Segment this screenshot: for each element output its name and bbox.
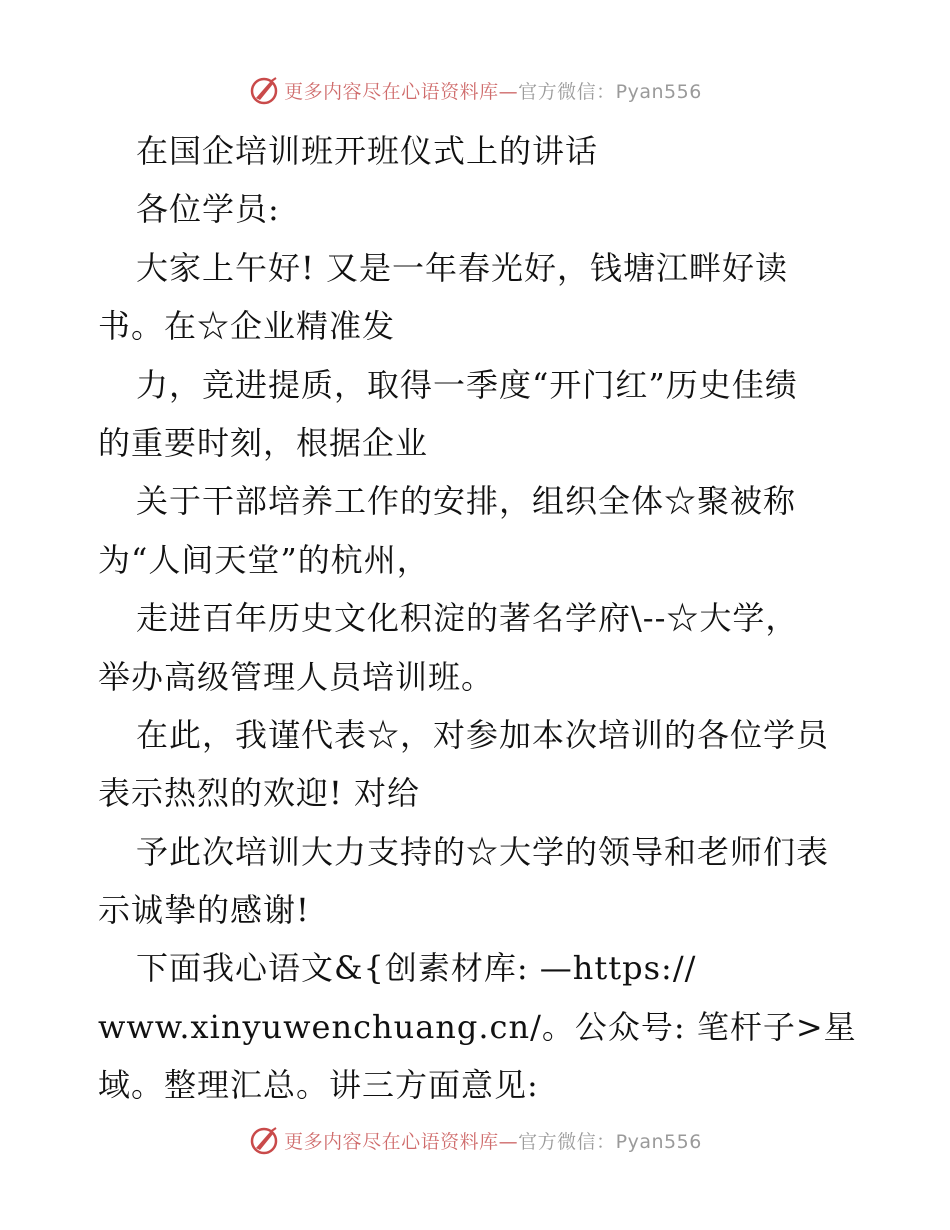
header-banner-text (284, 77, 702, 104)
paragraph-line: 域。整理汇总。讲三方面意见: (98, 1066, 539, 1105)
header-separator: — (498, 80, 519, 103)
paragraph-line: www.xinyuwenchuang.cn/。公众号: 笔杆子>星 (98, 1007, 857, 1046)
paragraph-line: 关于干部培养工作的安排，组织全体☆聚被称 (136, 482, 797, 521)
paragraph-line: 下面我心语文&{创素材库: —https:// (136, 949, 697, 988)
footer-watermark-banner (0, 1120, 950, 1160)
paragraph-line: 大家上午好! 又是一年春光好，钱塘江畔好读 (136, 248, 789, 287)
paragraph-line: 在此，我谨代表☆，对参加本次培训的各位学员 (136, 715, 830, 754)
paragraph-line: 书。在☆企业精准发 (98, 307, 396, 346)
header-wechat-text: 官方微信：Pyan556 (518, 80, 702, 103)
header-promo-text: 更多内容尽在心语资料库 (284, 80, 499, 103)
footer-banner-text (284, 1127, 702, 1154)
document-title: 在国企培训班开班仪式上的讲话 (136, 132, 599, 170)
footer-promo-text: 更多内容尽在心语资料库 (284, 1130, 499, 1153)
footer-separator: — (498, 1130, 519, 1153)
document-body (98, 122, 858, 1115)
quill-logo-icon (248, 1124, 280, 1156)
quill-logo-icon (248, 74, 280, 106)
header-watermark-banner (0, 70, 950, 110)
footer-wechat-text: 官方微信：Pyan556 (518, 1130, 702, 1153)
paragraph-line: 予此次培训大力支持的☆大学的领导和老师们表 (136, 832, 830, 871)
salutation: 各位学员: (136, 190, 280, 229)
paragraph-line: 的重要时刻，根据企业 (98, 423, 429, 462)
paragraph-line: 为“人间天堂”的杭州， (98, 540, 430, 579)
paragraph-line: 示诚挚的感谢! (98, 891, 310, 930)
paragraph-line: 力，竞进提质，取得一季度“开门红”历史佳绩 (136, 365, 798, 404)
paragraph-line: 表示热烈的欢迎! 对给 (98, 774, 421, 813)
paragraph-line: 走进百年历史文化积淀的著名学府\--☆大学， (136, 599, 799, 638)
paragraph-line: 举办高级管理人员培训班。 (98, 657, 495, 696)
